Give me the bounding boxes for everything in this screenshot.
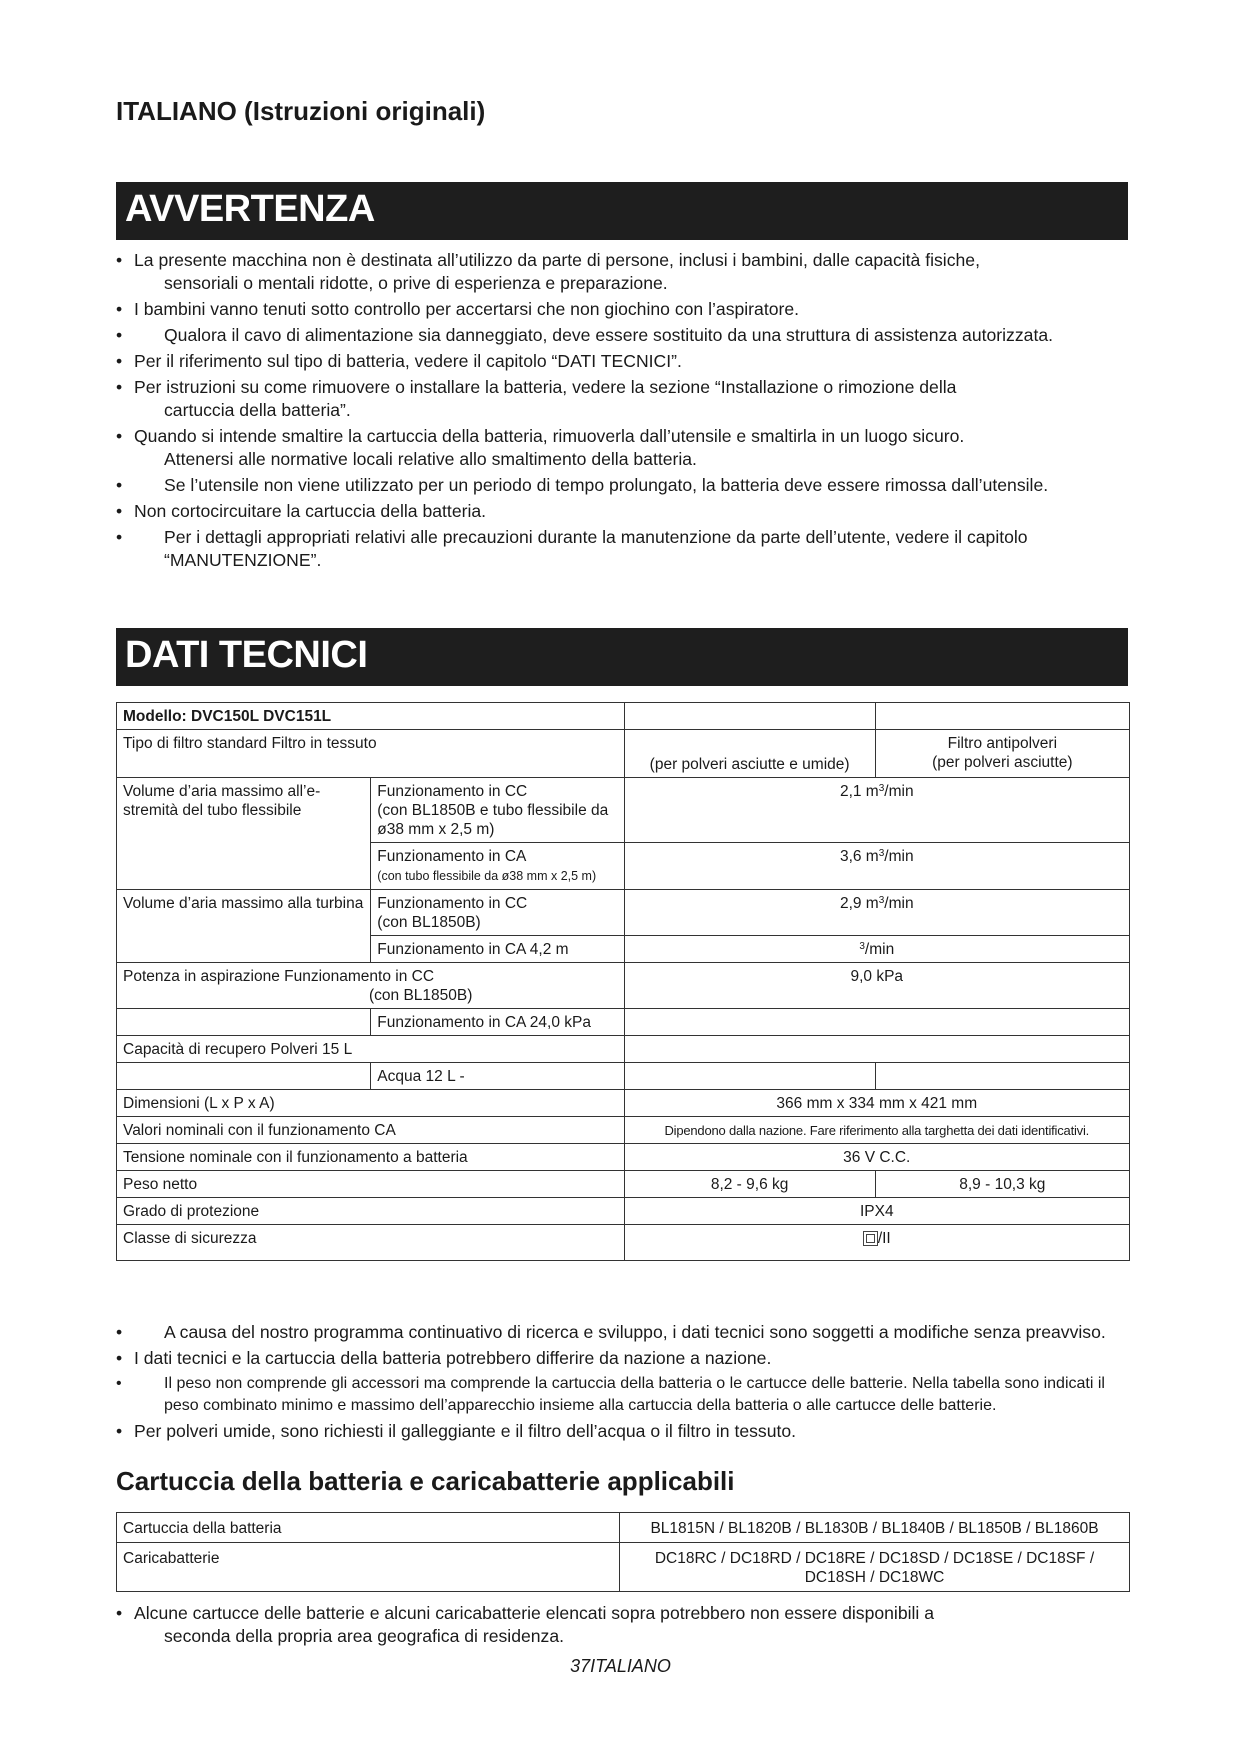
hose-dc-value: 2,1 $m^3/\min$ xyxy=(624,778,1129,843)
list-item: • Per istruzioni su come rimuovere o installare la batteria, vedere la sezione “Installazione o rimozione della cartuccia della batteria”. xyxy=(116,376,1136,422)
page-number: 37ITALIANO xyxy=(570,1656,671,1676)
capacity-label: Capacità di recupero Polveri 15 L xyxy=(117,1036,625,1063)
cartridge-value: BL1815N / BL1820B / BL1830B / BL1840B / BL1850B / BL1860B xyxy=(620,1513,1130,1543)
rating-value: Dipendono dalla nazione. Fare riferimento alla targhetta dei dati identificativi. xyxy=(624,1117,1129,1144)
list-item: • Per polveri umide, sono richiesti il galleggiante e il filtro dell’acqua o il filtro in tessuto. xyxy=(116,1420,1136,1443)
dimensions-value: 366 mm x 334 mm x 421 mm xyxy=(624,1090,1129,1117)
table-row xyxy=(117,1225,1130,1261)
specs-banner: DATI TECNICI xyxy=(116,628,1128,686)
voltage-label: Tensione nominale con il funzionamento a batteria xyxy=(117,1144,625,1171)
list-item: • A causa del nostro programma continuativo di ricerca e sviluppo, i dati tecnici sono soggetti a modifiche senza preavviso. xyxy=(116,1321,1136,1344)
battery-note-list xyxy=(116,1602,1136,1651)
turbine-ac: Funzionamento in CA 4,2 m xyxy=(371,936,624,963)
table-row xyxy=(117,703,1130,730)
notes-list xyxy=(116,1321,1136,1446)
hose-dc: Funzionamento in CC (con BL1850B e tubo flessibile da ø38 mm x 2,5 m) xyxy=(371,778,624,843)
list-item: • I dati tecnici e la cartuccia della batteria potrebbero differire da nazione a nazione. xyxy=(116,1347,1136,1370)
list-item: • Per il riferimento sul tipo di batteria, vedere il capitolo “DATI TECNICI”. xyxy=(116,350,1136,373)
safety-value: /II xyxy=(624,1225,1129,1261)
filter-wetdry: (per polveri asciutte e umide) xyxy=(624,730,875,778)
protection-value: IPX4 xyxy=(624,1198,1129,1225)
table-row xyxy=(117,730,1130,778)
double-insulation-icon xyxy=(863,1231,878,1246)
table-row xyxy=(117,1063,1130,1090)
safety-label: Classe di sicurezza xyxy=(117,1225,625,1261)
charger-label: Caricabatterie xyxy=(117,1543,620,1592)
table-row xyxy=(117,963,1130,1009)
dimensions-label: Dimensioni (L x P x A) xyxy=(117,1090,625,1117)
table-row xyxy=(117,1144,1130,1171)
table-row xyxy=(117,1198,1130,1225)
hose-label: Volume d’aria massimo all’e-stremità del tubo flessibile xyxy=(117,778,371,890)
list-item: • Se l’utensile non viene utilizzato per un periodo di tempo prolungato, la batteria deve essere rimossa dall’utensile. xyxy=(116,474,1136,497)
warning-list xyxy=(116,249,1136,575)
suction-ac: Funzionamento in CA 24,0 kPa xyxy=(371,1009,624,1036)
turbine-dc: Funzionamento in CC (con BL1850B) xyxy=(371,890,624,936)
list-item: • Per i dettagli appropriati relativi alle precauzioni durante la manutenzione da parte dell’utente, vedere il capitolo “MANUTENZIONE”. xyxy=(116,526,1136,572)
table-row xyxy=(117,1009,1130,1036)
turbine-dc-value: 2,9 $m^3/\min$ xyxy=(624,890,1129,936)
capacity-water: Acqua 12 L - xyxy=(371,1063,624,1090)
turbine-ac-value: $^3$/min xyxy=(624,936,1129,963)
suction-dc: Potenza in aspirazione Funzionamento in CC (con BL1850B) xyxy=(117,963,625,1009)
weight-value-2: 8,9 - 10,3 kg xyxy=(875,1171,1129,1198)
hose-ac-value: 3,6 $m^3/\min$ xyxy=(624,843,1129,890)
protection-label: Grado di protezione xyxy=(117,1198,625,1225)
table-row xyxy=(117,1543,1130,1592)
page-title: ITALIANO (Istruzioni originali) xyxy=(116,96,486,126)
table-row xyxy=(117,778,1130,843)
model-cell: Modello: DVC150L DVC151L xyxy=(117,703,625,730)
table-row xyxy=(117,1171,1130,1198)
filter-dust: Filtro antipolveri (per polveri asciutte) xyxy=(875,730,1129,778)
rating-label: Valori nominali con il funzionamento CA xyxy=(117,1117,625,1144)
table-row xyxy=(117,1117,1130,1144)
list-item: • Quando si intende smaltire la cartuccia della batteria, rimuoverla dall’utensile e smaltirla in un luogo sicuro. Attenersi alle normative locali relative allo smaltimento della batteria. xyxy=(116,425,1136,471)
turbine-label: Volume d’aria massimo alla turbina xyxy=(117,890,371,963)
specs-table xyxy=(116,702,1130,1261)
battery-section-title: Cartuccia della batteria e caricabatterie applicabili xyxy=(116,1466,735,1496)
table-row xyxy=(117,1036,1130,1063)
list-item: • Non cortocircuitare la cartuccia della batteria. xyxy=(116,500,1136,523)
suction-dc-value: 9,0 kPa xyxy=(624,963,1129,1009)
voltage-value: 36 V C.C. xyxy=(624,1144,1129,1171)
table-row xyxy=(117,1090,1130,1117)
table-row xyxy=(117,890,1130,936)
table-row xyxy=(117,1513,1130,1543)
list-item: • La presente macchina non è destinata all’utilizzo da parte di persone, inclusi i bambini, dalle capacità fisiche, sensoriali o mentali ridotte, o prive di esperienza e preparazione. xyxy=(116,249,1136,295)
battery-table xyxy=(116,1512,1130,1592)
list-item: • I bambini vanno tenuti sotto controllo per accertarsi che non giochino con l’aspiratore. xyxy=(116,298,1136,321)
weight-value-1: 8,2 - 9,6 kg xyxy=(624,1171,875,1198)
filter-label: Tipo di filtro standard Filtro in tessuto xyxy=(117,730,625,778)
charger-value: DC18RC / DC18RD / DC18RE / DC18SD / DC18SE / DC18SF / DC18SH / DC18WC xyxy=(620,1543,1130,1592)
list-item: • Il peso non comprende gli accessori ma comprende la cartuccia della batteria o le cartucce delle batterie. Nella tabella sono indicati il peso combinato minimo e massimo dell’apparecchio insieme alla cartuccia della batteria o alle cartucce delle batterie. xyxy=(116,1373,1136,1417)
cartridge-label: Cartuccia della batteria xyxy=(117,1513,620,1543)
list-item: • Alcune cartucce delle batterie e alcuni caricabatterie elencati sopra potrebbero non essere disponibili a seconda della propria area geografica di residenza. xyxy=(116,1602,1136,1648)
hose-ac: Funzionamento in CA (con tubo flessibile da ø38 mm x 2,5 m) xyxy=(371,843,624,890)
warning-banner: AVVERTENZA xyxy=(116,182,1128,240)
weight-label: Peso netto xyxy=(117,1171,625,1198)
list-item: • Qualora il cavo di alimentazione sia danneggiato, deve essere sostituito da una struttura di assistenza autorizzata. xyxy=(116,324,1136,347)
